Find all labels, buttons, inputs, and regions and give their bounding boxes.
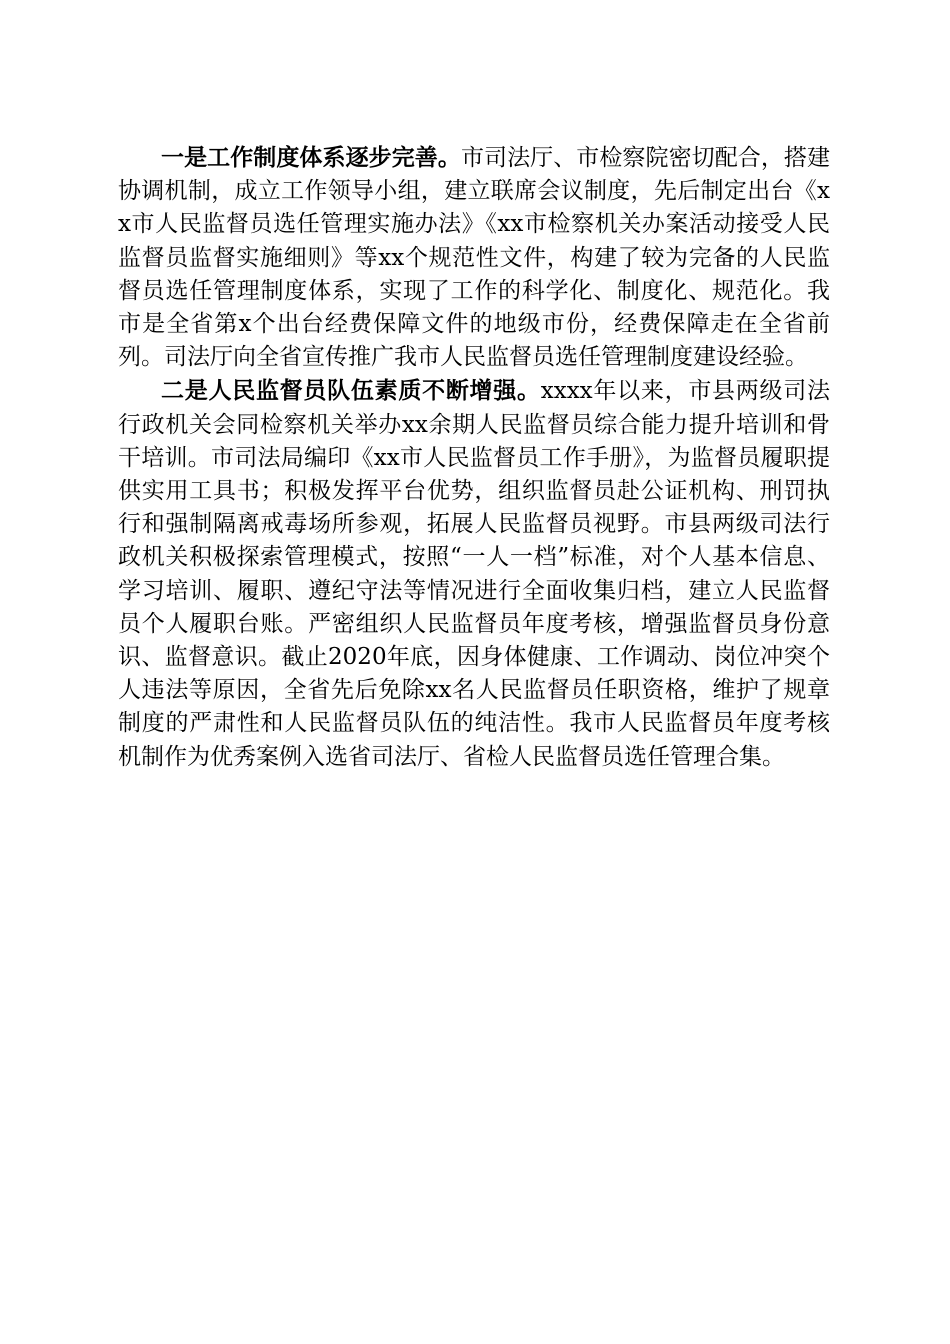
paragraph-supervisor-team — [118, 374, 830, 773]
paragraph-work-system — [118, 141, 830, 374]
paragraph-heading: 一是工作制度体系逐步完善。 — [161, 144, 461, 171]
paragraph-heading: 二是人民监督员队伍素质不断增强。 — [161, 377, 541, 405]
paragraph-text: 市司法厅、市检察院密切配合，搭建协调机制，成立工作领导小组，建立联席会议制度，先后制定出台《xx市人民监督员选任管理实施办法》《xx市检察机关办案活动接受人民监督员监督实施细则》等xx个规范性文件，构建了较为完备的人民监督员选任管理制度体系，实现了工作的科学化、制度化、规范化。我市是全省第x个出台经费保障文件的地级市份，经费保障走在全省前列。司法厅向全省宣传推广我市人民监督员选任管理制度建设经验。 — [118, 145, 831, 371]
paragraph-text: xxxx年以来，市县两级司法行政机关会同检察机关举办xx余期人民监督员综合能力提升培训和骨干培训。市司法局编印《xx市人民监督员工作手册》，为监督员履职提供实用工具书；积极发挥平台优势，组织监督员赴公证机构、刑罚执行和强制隔离戒毒场所参观，拓展人民监督员视野。市县两级司法行政机关积极探索管理模式，按照“一人一档”标准，对个人基本信息、学习培训、履职、遵纪守法等情况进行全面收集归档，建立人民监督员个人履职台账。严密组织人民监督员年度考核，增强监督员身份意识、监督意识。截止2020年底，因身体健康、工作调动、岗位冲突个人违法等原因，全省先后免除xx名人民监督员任职资格，维护了规章制度的严肃性和人民监督员队伍的纯洁性。我市人民监督员年度考核机制作为优秀案例入选省司法厅、省检人民监督员选任管理合集。 — [118, 378, 831, 770]
document-body — [118, 141, 830, 774]
